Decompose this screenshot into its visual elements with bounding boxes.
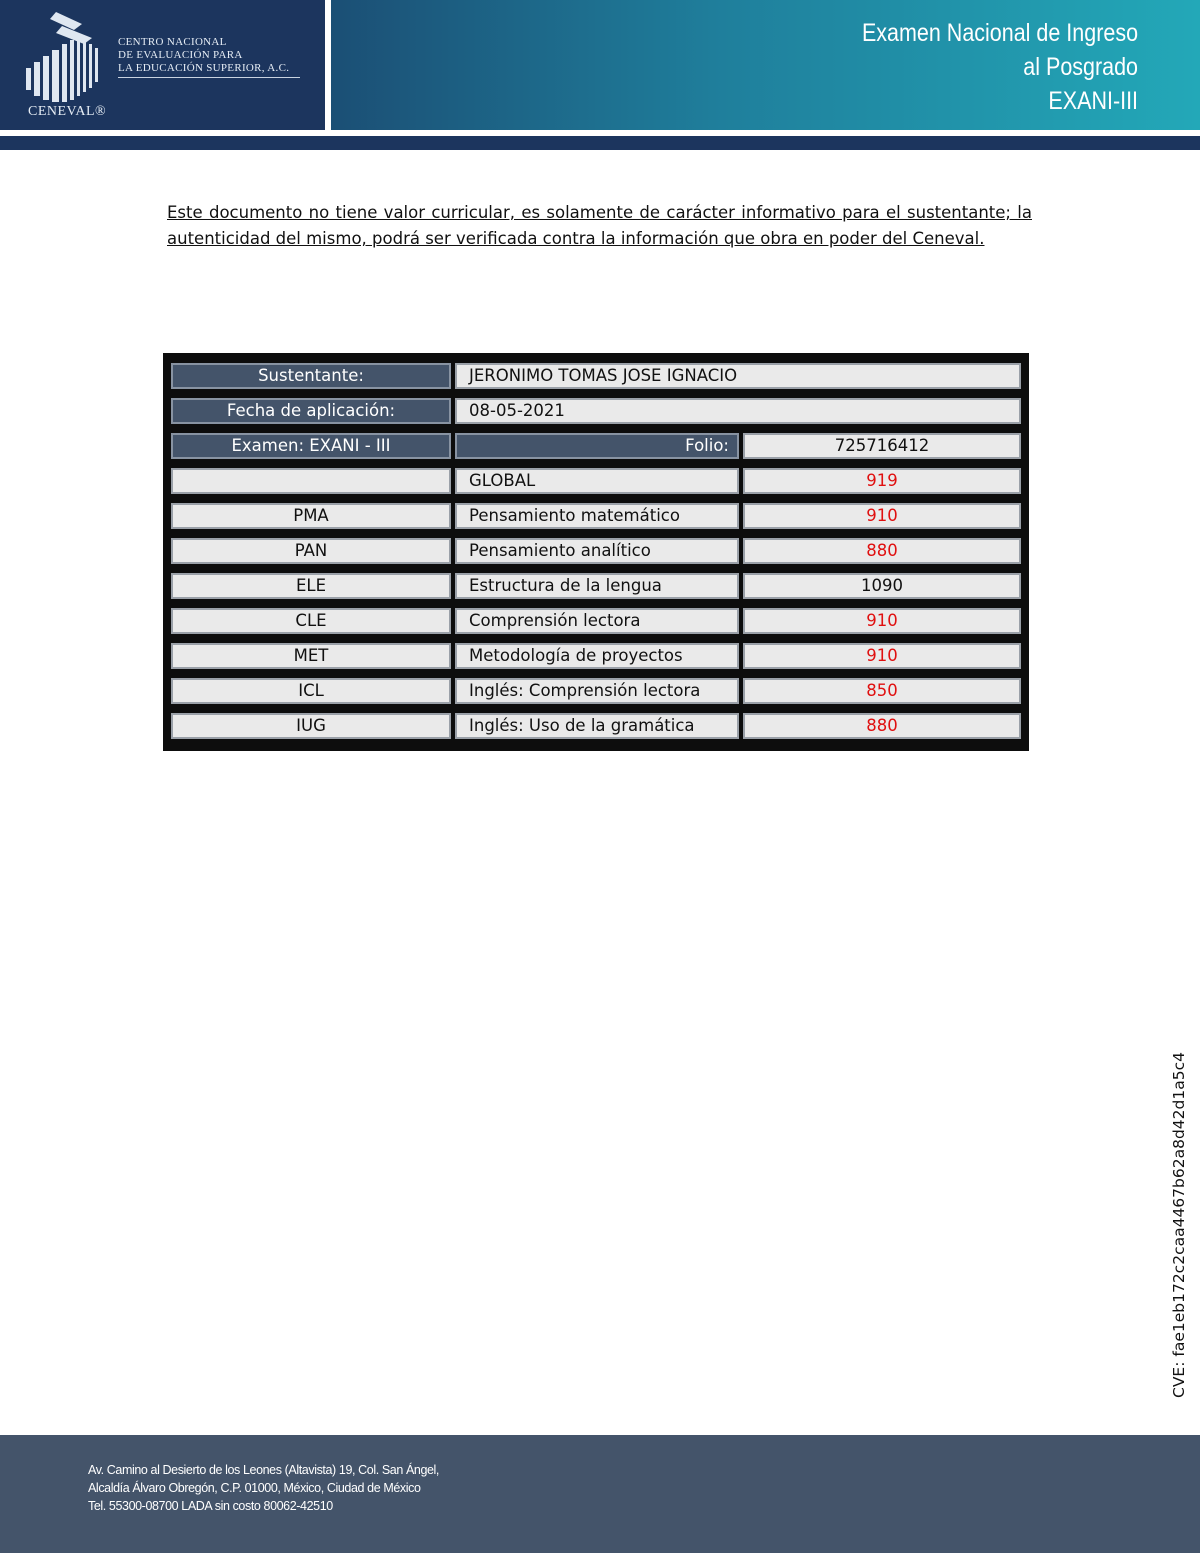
org-line: CENTRO NACIONAL [118,36,227,48]
date-label: Fecha de aplicación: [171,398,451,424]
area-code: MET [171,643,451,669]
area-score: 910 [743,643,1021,669]
area-score: 1090 [743,573,1021,599]
area-code: ELE [171,573,451,599]
footer-line: Alcaldía Álvaro Obregón, C.P. 01000, México, Ciudad de México [88,1481,421,1495]
area-score: 919 [743,468,1021,494]
score-row [163,534,1029,569]
student-name: JERONIMO TOMAS JOSE IGNACIO [455,363,1021,389]
area-name: Comprensión lectora [455,608,739,634]
area-score: 880 [743,538,1021,564]
title-line: EXANI-III [1048,87,1138,115]
area-code: ICL [171,678,451,704]
footer-line: Av. Camino al Desierto de los Leones (Altavista) 19, Col. San Ángel, [88,1463,440,1477]
area-name: Pensamiento analítico [455,538,739,564]
org-name-block [118,36,303,75]
area-code [171,468,451,494]
exam-label: Examen: EXANI - III [171,433,451,459]
results-table [163,353,1029,751]
score-row [163,674,1029,709]
score-row [163,604,1029,639]
area-score: 910 [743,503,1021,529]
area-name: GLOBAL [455,468,739,494]
page-header [0,0,1200,150]
title-line: al Posgrado [1023,53,1138,81]
area-score: 910 [743,608,1021,634]
ceneval-wordmark: CENEVAL® [28,104,107,119]
footer-line: Tel. 55300-08700 LADA sin costo 80062-42510 [88,1499,333,1513]
area-code: PAN [171,538,451,564]
exam-title [817,16,1138,118]
title-banner [331,0,1200,130]
area-name: Inglés: Comprensión lectora [455,678,739,704]
score-row [163,569,1029,604]
title-line: Examen Nacional de Ingreso [861,19,1138,47]
area-name: Pensamiento matemático [455,503,739,529]
area-name: Metodología de proyectos [455,643,739,669]
score-row [163,464,1029,499]
score-row [163,499,1029,534]
area-code: IUG [171,713,451,739]
area-name: Estructura de la lengua [455,573,739,599]
page-footer [0,1435,1200,1553]
date-row [163,394,1029,429]
logo-panel [0,0,325,130]
footer-address [88,1461,788,1515]
score-row [163,639,1029,674]
student-row [163,359,1029,394]
area-code: PMA [171,503,451,529]
area-score: 880 [743,713,1021,739]
exam-row [163,429,1029,464]
cve-code: CVE: fae1eb172c2caa4467b62a8d42d1a5c4 [1170,1052,1188,1398]
student-label: Sustentante: [171,363,451,389]
header-divider [0,136,1200,150]
disclaimer-text: Este documento no tiene valor curricular, es solamente de carácter informativo para el sustentante; la autenticidad del mismo, podrá ser verificada contra la información que obra en poder del Ceneval. [167,203,1032,248]
logo-divider [118,77,300,78]
score-row [163,709,1029,744]
org-line: DE EVALUACIÓN PARA [118,49,243,61]
application-date: 08-05-2021 [455,398,1021,424]
area-code: CLE [171,608,451,634]
org-line: LA EDUCACIÓN SUPERIOR, A.C. [118,62,290,74]
area-score: 850 [743,678,1021,704]
ceneval-logo-icon [22,10,104,104]
folio-label: Folio: [455,433,739,459]
area-name: Inglés: Uso de la gramática [455,713,739,739]
folio-value: 725716412 [743,433,1021,459]
